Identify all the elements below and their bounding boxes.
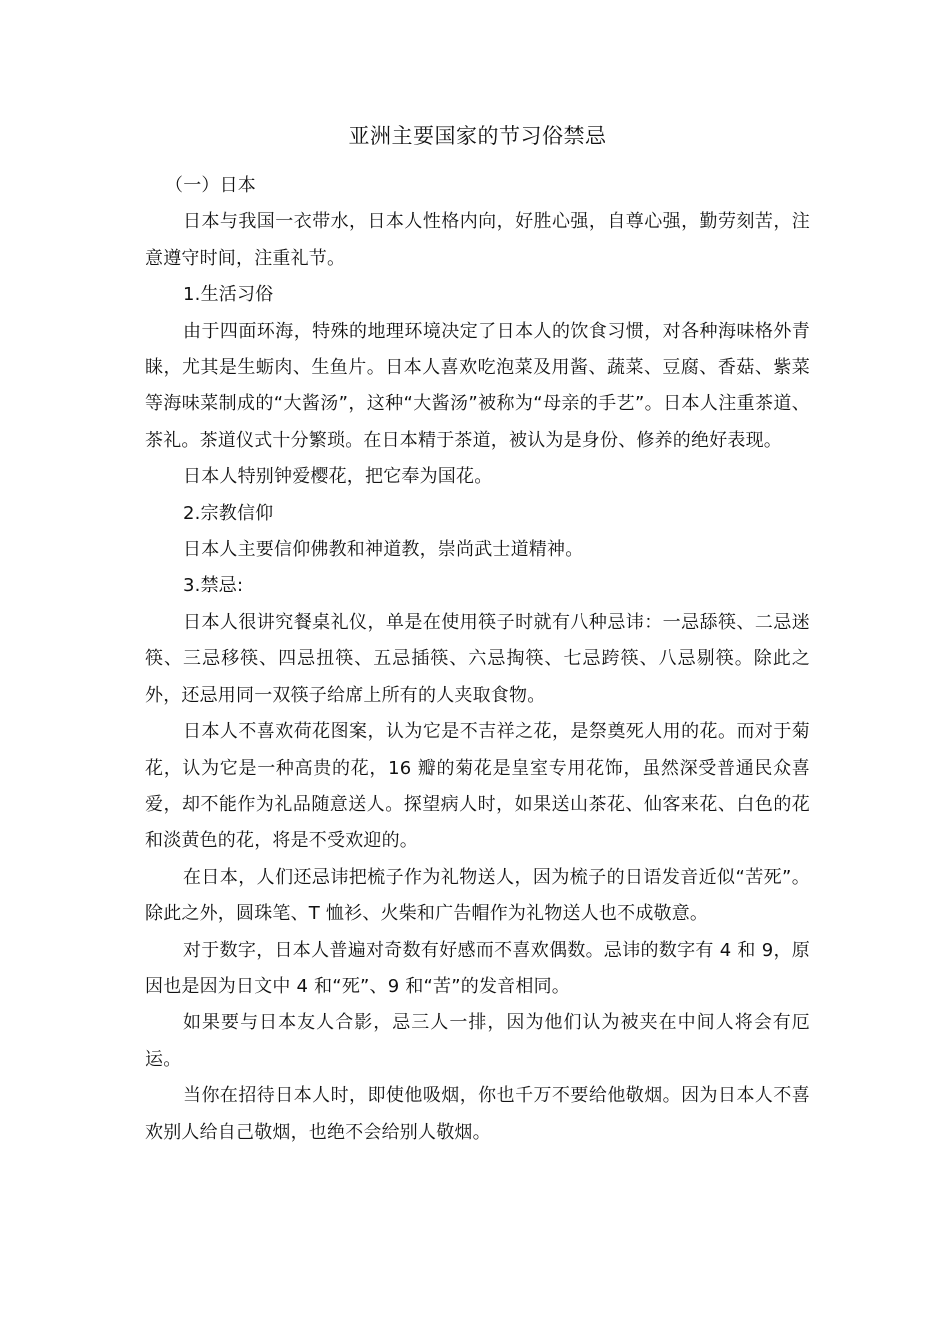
paragraph-cherry-blossom: 日本人特别钟爱樱花，把它奉为国花。: [183, 466, 493, 488]
paragraph-intro: 日本与我国一衣带水，日本人性格内向，好胜心强，自尊心强，勤劳刻苦，注意遵守时间，注重礼节。: [145, 211, 810, 269]
section-heading-japan: （一）日本: [165, 175, 256, 196]
paragraph-numbers: 对于数字，日本人普遍对奇数有好感而不喜欢偶数。忌讳的数字有 4 和 9，原因也是因为日文中 4 和“死”、9 和“苦”的发音相同。: [145, 939, 810, 997]
paragraph-photo: 如果要与日本友人合影，忌三人一排，因为他们认为被夹在中间人将会有厄运。: [145, 1012, 810, 1070]
paragraph-chopsticks: 日本人很讲究餐桌礼仪，单是在使用筷子时就有八种忌讳：一忌舔筷、二忌迷筷、三忌移筷、四忌扭筷、五忌插筷、六忌掏筷、七忌跨筷、八忌剔筷。除此之外，还忌用同一双筷子给席上所有的人夹取食物。: [145, 611, 810, 706]
document-title: 亚洲主要国家的节习俗禁忌: [348, 124, 607, 148]
paragraph-religion: 日本人主要信仰佛教和神道教，崇尚武士道精神。: [183, 539, 584, 561]
paragraph-diet: 由于四面环海，特殊的地理环境决定了日本人的饮食习惯，对各种海味格外青睐，尤其是生蛎肉、生鱼片。日本人喜欢吃泡菜及用酱、蔬菜、豆腐、香菇、紫菜等海味菜制成的“大酱汤”，这种“大酱汤”被称为“母亲的手艺”。日本人注重茶道、茶礼。茶道仪式十分繁琐。在日本精于茶道，被认为是身份、修养的绝好表现。: [145, 320, 810, 451]
paragraph-flowers: 日本人不喜欢荷花图案，认为它是不吉祥之花，是祭奠死人用的花。而对于菊花，认为它是一种高贵的花，16 瓣的菊花是皇室专用花饰，虽然深受普通民众喜爱，却不能作为礼品随意送人。探望病人时，如果送山茶花、仙客来花、白色的花和淡黄色的花，将是不受欢迎的。: [145, 721, 810, 852]
subheading-taboos: 3.禁忌:: [183, 575, 244, 597]
paragraph-smoking: 当你在招待日本人时，即使他吸烟，你也千万不要给他敬烟。因为日本人不喜欢别人给自己敬烟，也绝不会给别人敬烟。: [145, 1085, 810, 1143]
document-page: [145, 118, 810, 1151]
subheading-customs: 1.生活习俗: [183, 284, 274, 306]
paragraph-gifts: 在日本，人们还忌讳把梳子作为礼物送人，因为梳子的日语发音近似“苦死”。除此之外，圆珠笔、T 恤衫、火柴和广告帽作为礼物送人也不成敬意。: [145, 866, 810, 925]
subheading-religion: 2.宗教信仰: [183, 502, 274, 524]
